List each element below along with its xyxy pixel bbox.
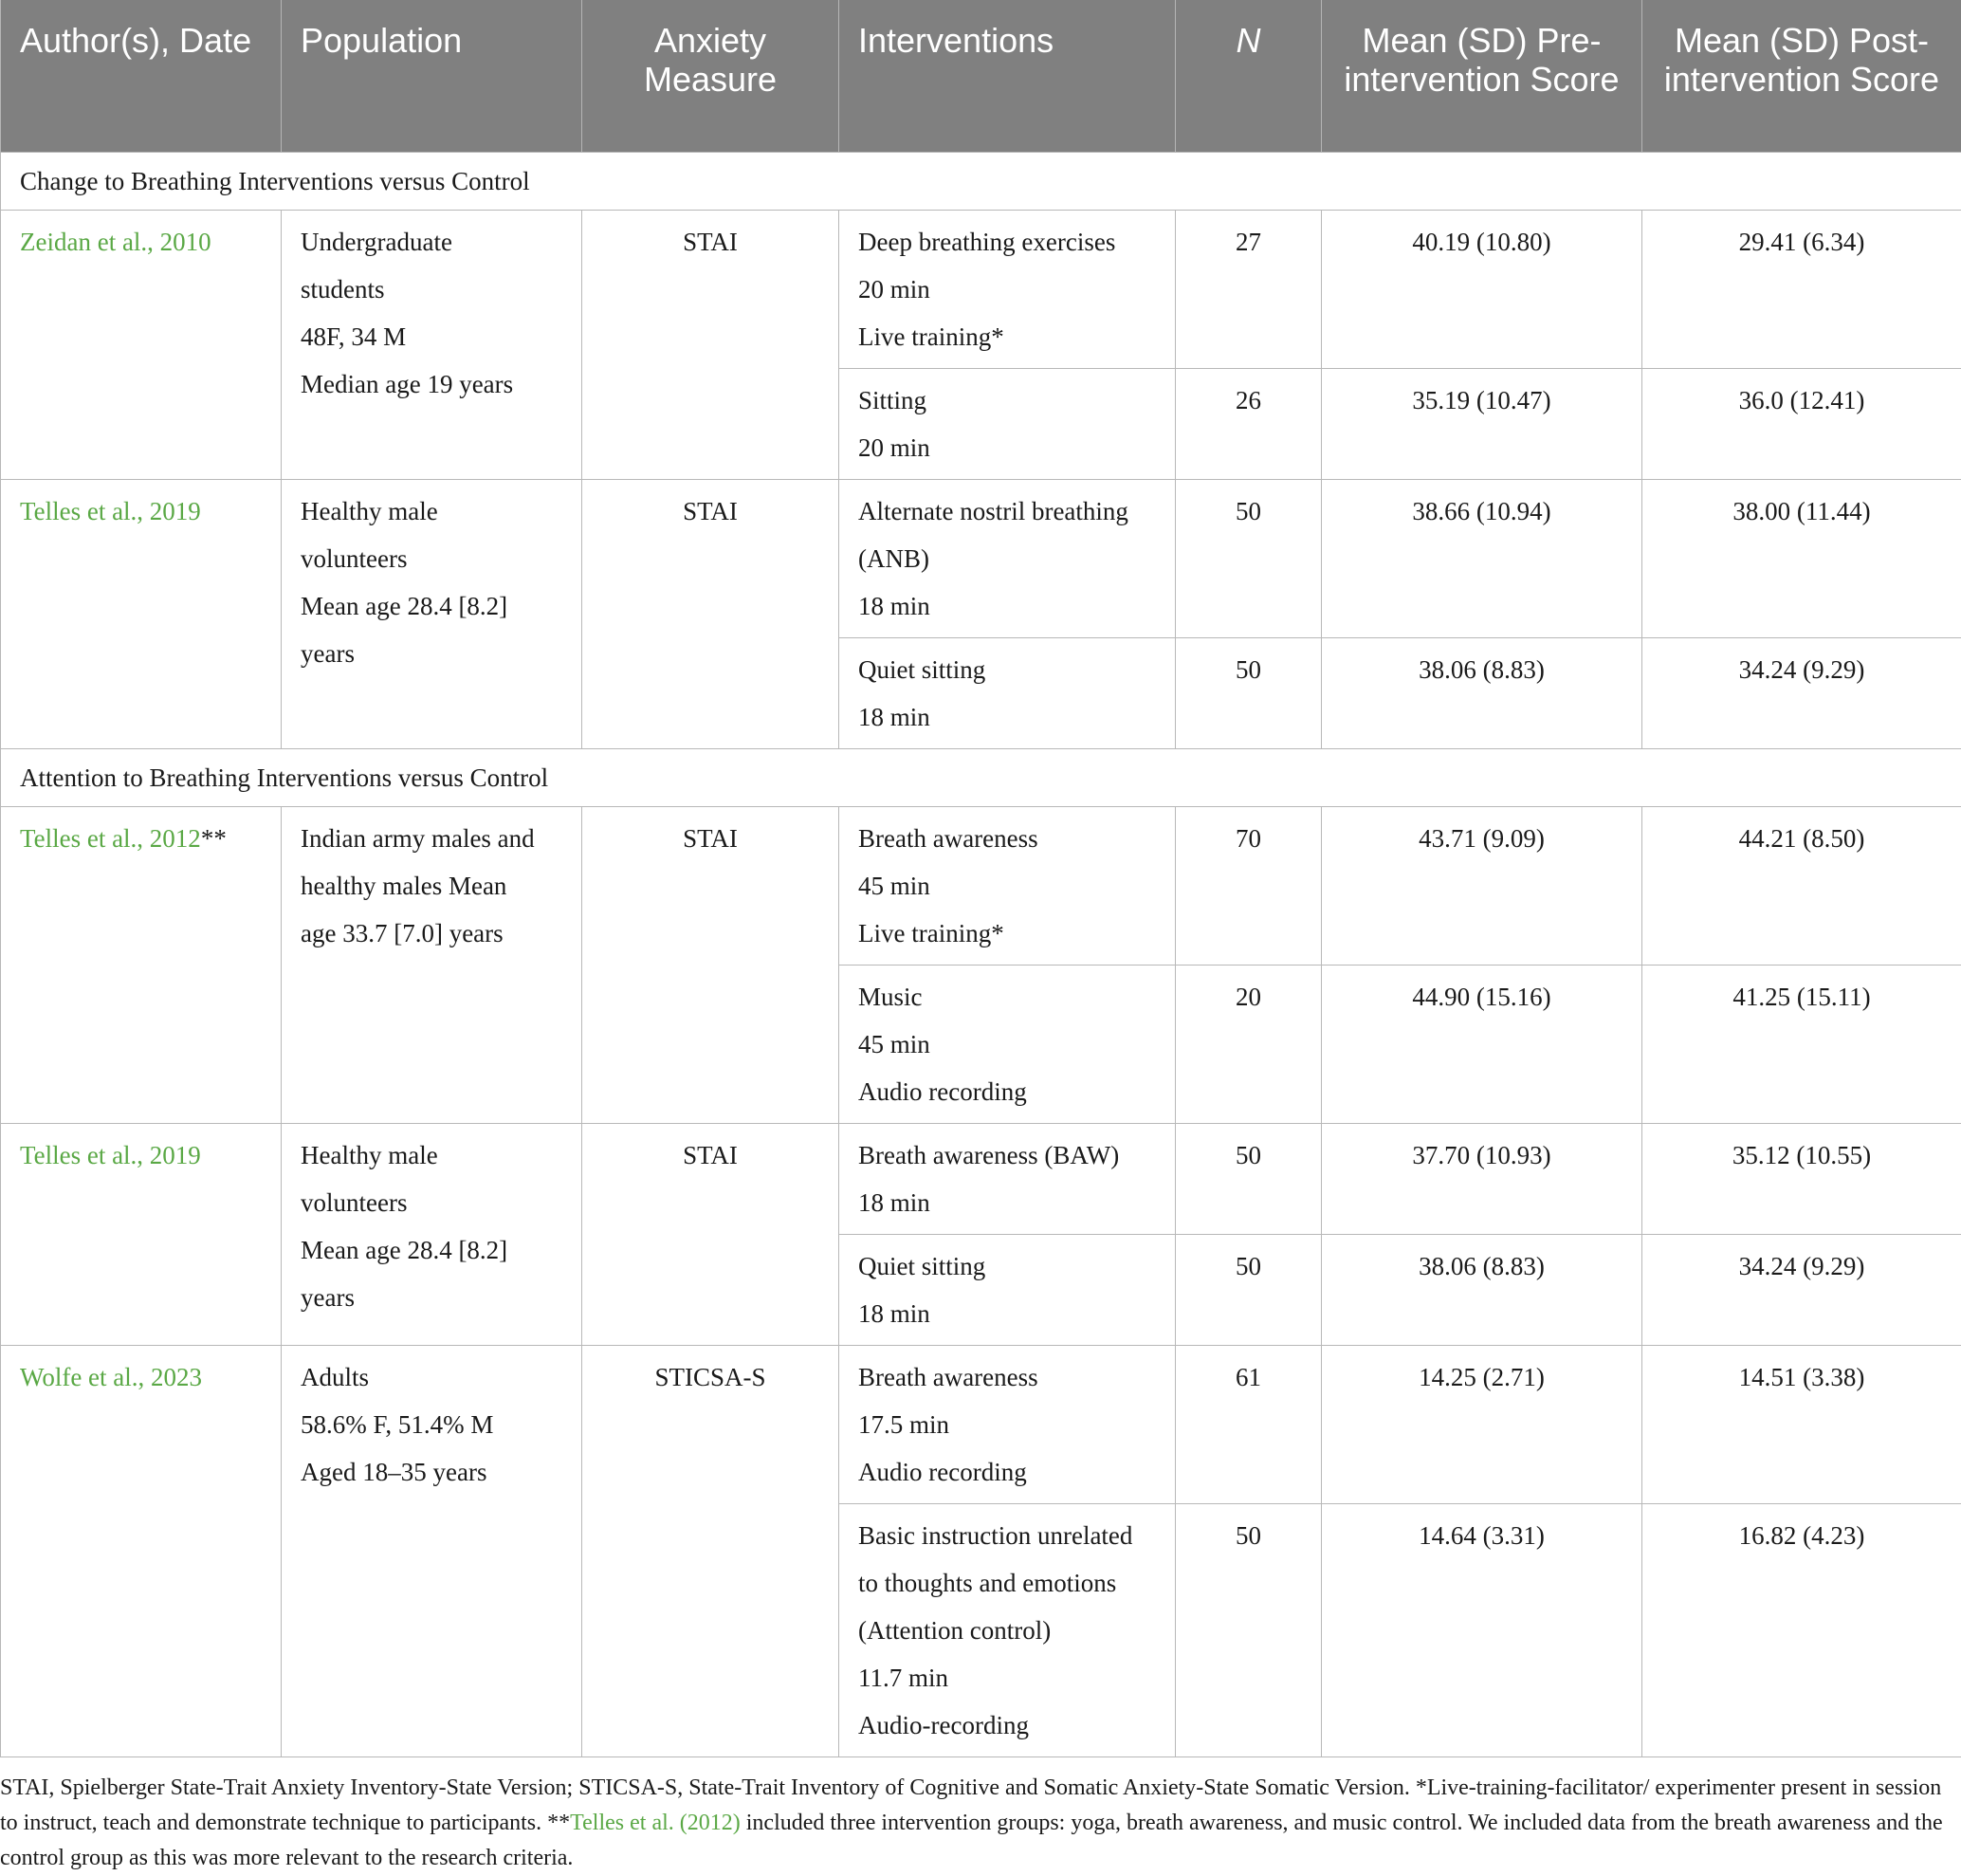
post-score-cell: 35.12 (10.55) — [1642, 1123, 1961, 1234]
population-line: Adults — [301, 1353, 562, 1401]
n-cell: 61 — [1176, 1345, 1322, 1503]
population-line: Mean age 28.4 [8.2] — [301, 582, 562, 630]
section-title: Change to Breathing Interventions versus Control — [1, 152, 1961, 210]
pre-score-cell: 43.71 (9.09) — [1322, 806, 1642, 965]
table-body — [1, 152, 1961, 1756]
table-footnote — [0, 1757, 1961, 1876]
n-cell: 50 — [1176, 637, 1322, 748]
author-cell — [1, 210, 282, 479]
footnote-text-before: STAI, Spielberger State-Trait Anxiety Inventory-State Version; STICSA-S, State-Trait Inventory of Cognitive and Somatic Anxiety-State Somatic Version. *Live-training-facilitator/ experimenter present in session to instruct, teach and demonstrate technique to participants. ** — [0, 1775, 1941, 1835]
author-cell — [1, 806, 282, 1123]
intervention-line: (ANB) — [858, 535, 1156, 582]
intervention-line: 18 min — [858, 582, 1156, 630]
intervention-line: (Attention control) — [858, 1607, 1156, 1654]
intervention-cell — [839, 965, 1176, 1123]
post-score-cell: 44.21 (8.50) — [1642, 806, 1961, 965]
anxiety-measure-cell: STAI — [582, 1123, 839, 1345]
intervention-cell — [839, 1503, 1176, 1756]
post-score-cell: 36.0 (12.41) — [1642, 368, 1961, 479]
pre-score-cell: 14.64 (3.31) — [1322, 1503, 1642, 1756]
intervention-line: Quiet sitting — [858, 646, 1156, 693]
footnote-reference-link[interactable]: Telles et al. (2012) — [570, 1811, 741, 1835]
population-line: Mean age 28.4 [8.2] — [301, 1226, 562, 1274]
n-cell: 50 — [1176, 1234, 1322, 1345]
pre-score-cell: 37.70 (10.93) — [1322, 1123, 1642, 1234]
anxiety-measure-cell: STAI — [582, 479, 839, 748]
population-line: volunteers — [301, 1179, 562, 1226]
header-anxiety-measure: Anxiety Measure — [582, 0, 839, 152]
author-cell — [1, 1345, 282, 1756]
author-link[interactable]: Wolfe et al., 2023 — [20, 1363, 202, 1391]
intervention-line: Live training* — [858, 910, 1156, 957]
author-link[interactable]: Telles et al., 2019 — [20, 497, 201, 525]
population-line: Healthy male — [301, 487, 562, 535]
intervention-line: Audio recording — [858, 1068, 1156, 1115]
post-score-cell: 14.51 (3.38) — [1642, 1345, 1961, 1503]
population-line: volunteers — [301, 535, 562, 582]
intervention-line: 18 min — [858, 693, 1156, 741]
population-cell — [282, 806, 582, 1123]
pre-score-cell: 40.19 (10.80) — [1322, 210, 1642, 368]
pre-score-cell: 38.66 (10.94) — [1322, 479, 1642, 637]
intervention-line: Quiet sitting — [858, 1242, 1156, 1290]
post-score-cell: 34.24 (9.29) — [1642, 637, 1961, 748]
pre-score-cell: 38.06 (8.83) — [1322, 1234, 1642, 1345]
anxiety-measure-cell: STICSA-S — [582, 1345, 839, 1756]
section-title: Attention to Breathing Interventions versus Control — [1, 748, 1961, 806]
population-line: years — [301, 1274, 562, 1321]
section-row — [1, 748, 1961, 806]
header-post-score: Mean (SD) Post-intervention Score — [1642, 0, 1961, 152]
population-line: Median age 19 years — [301, 360, 562, 408]
pre-score-cell: 44.90 (15.16) — [1322, 965, 1642, 1123]
intervention-cell — [839, 1234, 1176, 1345]
population-line: 48F, 34 M — [301, 313, 562, 360]
intervention-line: Breath awareness — [858, 1353, 1156, 1401]
population-line: Healthy male — [301, 1131, 562, 1179]
intervention-line: Audio-recording — [858, 1701, 1156, 1749]
population-cell — [282, 479, 582, 748]
intervention-line: 11.7 min — [858, 1654, 1156, 1701]
n-cell: 26 — [1176, 368, 1322, 479]
population-cell — [282, 1345, 582, 1756]
population-line: years — [301, 630, 562, 677]
n-cell: 70 — [1176, 806, 1322, 965]
intervention-line: 18 min — [858, 1290, 1156, 1337]
intervention-line: to thoughts and emotions — [858, 1559, 1156, 1607]
pre-score-cell: 14.25 (2.71) — [1322, 1345, 1642, 1503]
intervention-cell — [839, 368, 1176, 479]
header-interventions: Interventions — [839, 0, 1176, 152]
footnote-text-after: included three intervention groups: yoga, breath awareness, and music control. We included data from the breath awareness and the control group as this was more relevant to the research criteria. — [0, 1811, 1943, 1870]
intervention-cell — [839, 637, 1176, 748]
header-pre-score: Mean (SD) Pre-intervention Score — [1322, 0, 1642, 152]
intervention-cell — [839, 479, 1176, 637]
n-cell: 50 — [1176, 479, 1322, 637]
intervention-cell — [839, 806, 1176, 965]
header-n: N — [1176, 0, 1322, 152]
author-link[interactable]: Telles et al., 2012 — [20, 824, 201, 853]
author-link[interactable]: Telles et al., 2019 — [20, 1141, 201, 1169]
table-row — [1, 479, 1961, 637]
header-row — [1, 0, 1961, 152]
population-cell — [282, 210, 582, 479]
section-row — [1, 152, 1961, 210]
population-cell — [282, 1123, 582, 1345]
intervention-line: 18 min — [858, 1179, 1156, 1226]
post-score-cell: 41.25 (15.11) — [1642, 965, 1961, 1123]
author-cell — [1, 1123, 282, 1345]
intervention-line: Alternate nostril breathing — [858, 487, 1156, 535]
intervention-line: Live training* — [858, 313, 1156, 360]
intervention-line: Audio recording — [858, 1448, 1156, 1496]
post-score-cell: 29.41 (6.34) — [1642, 210, 1961, 368]
intervention-line: 20 min — [858, 424, 1156, 471]
population-line: Undergraduate — [301, 218, 562, 266]
intervention-line: 45 min — [858, 862, 1156, 910]
n-cell: 50 — [1176, 1503, 1322, 1756]
author-link[interactable]: Zeidan et al., 2010 — [20, 228, 211, 256]
table-row — [1, 806, 1961, 965]
population-line: Aged 18–35 years — [301, 1448, 562, 1496]
table-header — [1, 0, 1961, 152]
anxiety-measure-cell: STAI — [582, 210, 839, 479]
header-author: Author(s), Date — [1, 0, 282, 152]
pre-score-cell: 38.06 (8.83) — [1322, 637, 1642, 748]
n-cell: 20 — [1176, 965, 1322, 1123]
table-row — [1, 210, 1961, 368]
population-line: Indian army males and — [301, 815, 562, 862]
intervention-line: Sitting — [858, 377, 1156, 424]
post-score-cell: 16.82 (4.23) — [1642, 1503, 1961, 1756]
author-footnote-marker: ** — [201, 824, 227, 853]
post-score-cell: 34.24 (9.29) — [1642, 1234, 1961, 1345]
intervention-line: Deep breathing exercises — [858, 218, 1156, 266]
table-row — [1, 1123, 1961, 1234]
intervention-line: 20 min — [858, 266, 1156, 313]
intervention-line: Music — [858, 973, 1156, 1021]
table-row — [1, 1345, 1961, 1503]
intervention-line: Breath awareness (BAW) — [858, 1131, 1156, 1179]
population-line: 58.6% F, 51.4% M — [301, 1401, 562, 1448]
intervention-line: 17.5 min — [858, 1401, 1156, 1448]
intervention-line: Breath awareness — [858, 815, 1156, 862]
intervention-cell — [839, 1123, 1176, 1234]
intervention-cell — [839, 210, 1176, 368]
intervention-line: 45 min — [858, 1021, 1156, 1068]
n-cell: 50 — [1176, 1123, 1322, 1234]
population-line: healthy males Mean — [301, 862, 562, 910]
header-population: Population — [282, 0, 582, 152]
intervention-line: Basic instruction unrelated — [858, 1512, 1156, 1559]
post-score-cell: 38.00 (11.44) — [1642, 479, 1961, 637]
n-cell: 27 — [1176, 210, 1322, 368]
anxiety-measure-cell: STAI — [582, 806, 839, 1123]
intervention-cell — [839, 1345, 1176, 1503]
population-line: students — [301, 266, 562, 313]
author-cell — [1, 479, 282, 748]
pre-score-cell: 35.19 (10.47) — [1322, 368, 1642, 479]
population-line: age 33.7 [7.0] years — [301, 910, 562, 957]
